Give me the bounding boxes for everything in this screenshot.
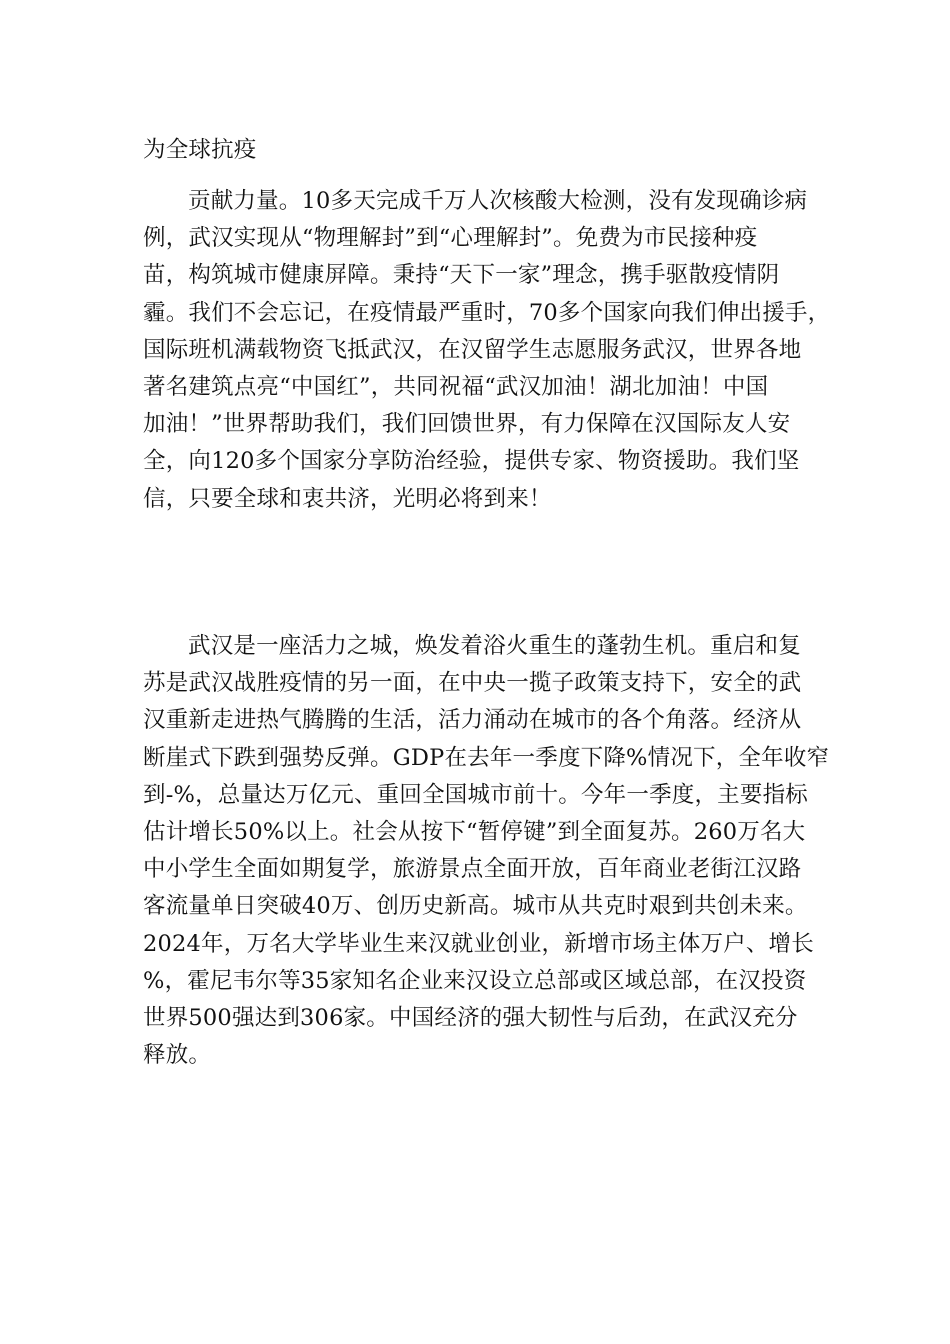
text-line: 苏是武汉战胜疫情的另一面，在中央一揽子政策支持下，安全的武 (143, 670, 802, 697)
paragraph-continuation (143, 132, 808, 169)
paragraph-global-aid (143, 183, 831, 518)
text-line: 贡献力量。10多天完成千万人次核酸大检测，没有发现确诊病 (188, 188, 808, 214)
text-line: 世界500强达到306家。中国经济的强大韧性与后劲，在武汉充分 (143, 1004, 798, 1031)
text-line: 估计增长50%以上。社会从按下“暂停键”到全面复苏。260万名大 (143, 818, 806, 845)
text-line: 2024年，万名大学毕业生来汉就业创业，新增市场主体万户、增长 (143, 930, 814, 957)
paragraph-city-vitality (143, 628, 830, 1074)
text-line: 苗，构筑城市健康屏障。秉持“天下一家”理念，携手驱散疫情阴 (143, 262, 780, 289)
text-line: 例，武汉实现从“物理解封”到“心理解封”。免费为市民接种疫 (143, 225, 758, 252)
text-line: 中小学生全面如期复学，旅游景点全面开放，百年商业老街江汉路 (143, 856, 802, 883)
text-line: 信，只要全球和衷共济，光明必将到来！ (143, 485, 552, 512)
text-line: 著名建筑点亮“中国红”，共同祝福“武汉加油！湖北加油！中国 (143, 373, 769, 400)
text-line: 汉重新走进热气腾腾的生活，活力涌动在城市的各个角落。经济从 (143, 707, 802, 734)
text-line: 加油！”世界帮助我们，我们回馈世界，有力保障在汉国际友人安 (143, 411, 791, 438)
text-line: %，霍尼韦尔等35家知名企业来汉设立总部或区域总部，在汉投资 (143, 967, 807, 994)
text-line: 霾。我们不会忘记，在疫情最严重时，70多个国家向我们伸出援手， (143, 299, 831, 326)
text-line: 释放。 (143, 1042, 212, 1069)
text-line: 断崖式下跌到强势反弹。GDP在去年一季度下降%情况下，全年收窄 (143, 744, 830, 771)
text-line: 武汉是一座活力之城，焕发着浴火重生的蓬勃生机。重启和复 (188, 633, 801, 659)
text-line: 国际班机满载物资飞抵武汉，在汉留学生志愿服务武汉，世界各地 (143, 336, 802, 363)
text-line: 到-%，总量达万亿元、重回全国城市前十。今年一季度，主要指标 (143, 781, 808, 808)
text-line: 为全球抗疫 (143, 137, 257, 163)
text-line: 全，向120多个国家分享防治经验，提供专家、物资援助。我们坚 (143, 448, 800, 475)
text-line: 客流量单日突破40万、创历史新高。城市从共克时艰到共创未来。 (143, 893, 808, 920)
